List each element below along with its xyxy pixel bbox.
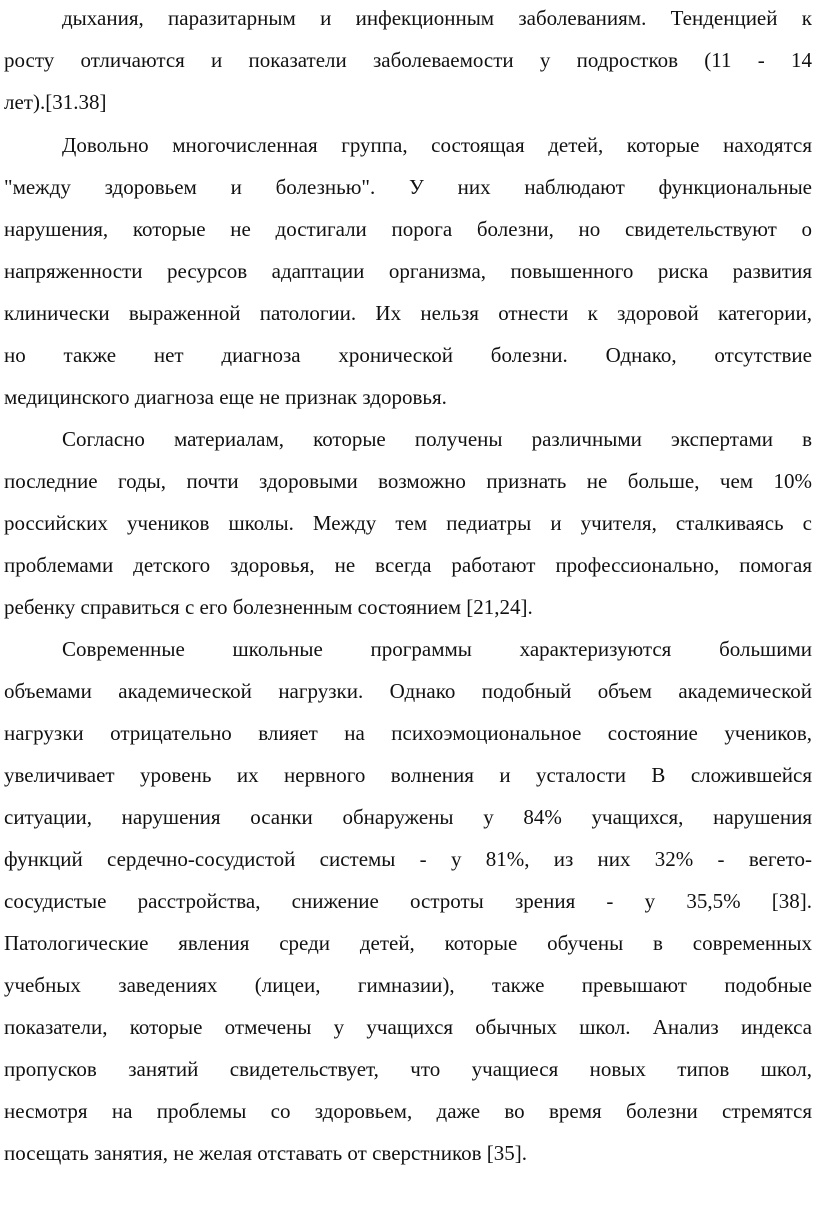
text-line: ситуации, нарушения осанки обнаружены у 84% учащихся, нарушения [4, 805, 812, 829]
text-line: объемами академической нагрузки. Однако подобный объем академической [4, 679, 812, 703]
text-line: пропусков занятий свидетельствует, что учащиеся новых типов школ, [4, 1057, 812, 1081]
text-line: несмотря на проблемы со здоровьем, даже во время болезни стремятся [4, 1099, 812, 1123]
text-line: функций сердечно-сосудистой системы - у 81%, из них 32% - вегето- [4, 847, 812, 871]
text-line: российских учеников школы. Между тем педиатры и учителя, сталкиваясь с [4, 511, 812, 535]
text-line: лет).[31.38] [4, 90, 107, 114]
text-line: но также нет диагноза хронической болезни. Однако, отсутствие [4, 343, 812, 367]
text-line: сосудистые расстройства, снижение остроты зрения - у 35,5% [38]. [4, 889, 812, 913]
text-line: посещать занятия, не желая отставать от сверстников [35]. [4, 1141, 528, 1165]
text-line: клинически выраженной патологии. Их нельзя отнести к здоровой категории, [4, 301, 812, 325]
text-line: учебных заведениях (лицеи, гимназии), также превышают подобные [4, 973, 812, 997]
text-line: дыхания, паразитарным и инфекционным заболеваниям. Тенденцией к [62, 6, 812, 30]
text-line: увеличивает уровень их нервного волнения и усталости В сложившейся [4, 763, 812, 787]
text-line: проблемами детского здоровья, не всегда работают профессионально, помогая [4, 553, 812, 577]
text-line: "между здоровьем и болезнью". У них наблюдают функциональные [4, 175, 812, 199]
text-line: нарушения, которые не достигали порога болезни, но свидетельствуют о [4, 217, 812, 241]
text-line: показатели, которые отмечены у учащихся обычных школ. Анализ индекса [4, 1015, 812, 1039]
text-line: ребенку справиться с его болезненным состоянием [21,24]. [4, 595, 533, 619]
text-line: медицинского диагноза еще не признак здоровья. [4, 385, 447, 409]
text-line: Согласно материалам, которые получены различными экспертами в [62, 427, 812, 451]
text-line: Современные школьные программы характеризуются большими [62, 637, 812, 661]
text-line: последние годы, почти здоровыми возможно признать не больше, чем 10% [4, 469, 812, 493]
text-line: росту отличаются и показатели заболеваемости у подростков (11 - 14 [4, 48, 812, 72]
text-line: напряженности ресурсов адаптации организма, повышенного риска развития [4, 259, 812, 283]
text-line: Довольно многочисленная группа, состоящая детей, которые находятся [62, 133, 812, 157]
text-line: Патологические явления среди детей, которые обучены в современных [4, 931, 812, 955]
text-line: нагрузки отрицательно влияет на психоэмоциональное состояние учеников, [4, 721, 812, 745]
